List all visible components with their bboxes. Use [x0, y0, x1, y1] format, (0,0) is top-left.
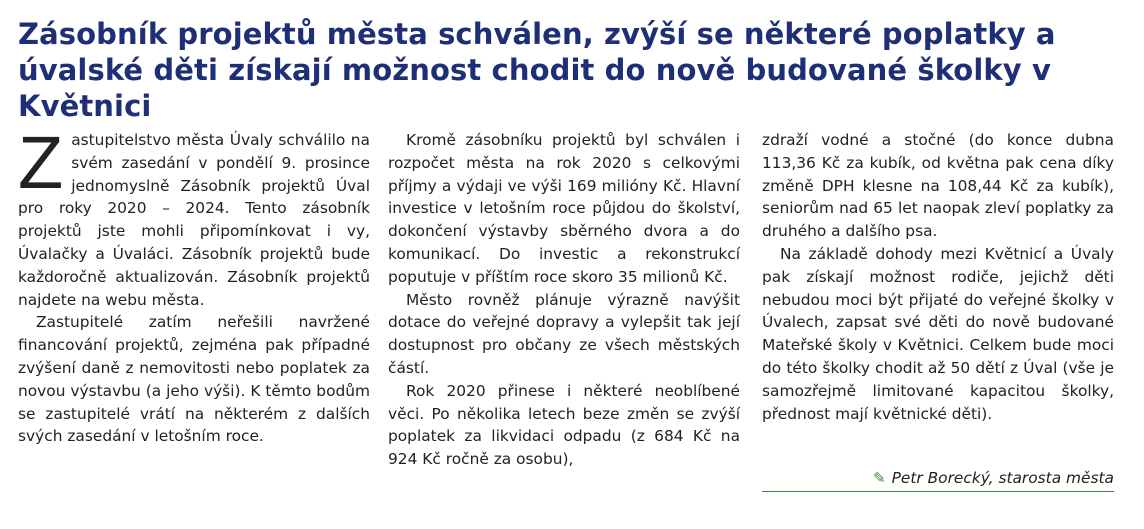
article-column-1 — [18, 121, 370, 448]
paragraph-text: astupitelstvo města Úvaly schválilo na svém zasedání v pondělí 9. prosince jednomyslně Zásobník projektů Úval pro roky 2020 – 2024. Tento zásobník projektů jste mohli připomínkovat i vy, Úvalačky a Úvaláci. Zásobník projektů bude každoročně aktualizován. Zásobník projektů najdete na webu města. — [18, 131, 370, 309]
drop-cap: Z — [18, 121, 64, 204]
article-column-2 — [388, 129, 740, 471]
signature-text: Petr Borecký, starosta města — [891, 469, 1114, 487]
paragraph: zdraží vodné a stočné (do konce dubna 113,36 Kč za kubík, od května pak cena díky změně DPH klesne na 108,44 Kč za kubík), seniorům nad 65 let naopak zleví poplatky za druhého a dalšího psa. — [762, 131, 1114, 241]
paragraph: Na základě dohody mezi Květnicí a Úvaly pak získají možnost rodiče, jejichž děti nebudou moci být přijaté do veřejné školky v Úvalech, zapsat své děti do nově budované Mateřské školy v Květnici. Celkem bude moci do této školky chodit až 50 dětí z Úval (vše je samozřejmě limitované kapacitou školky, přednost mají květnické děti). — [762, 244, 1114, 423]
paragraph: Rok 2020 přinese i některé neoblíbené věci. Po několika letech beze změn se zvýší poplatek za likvidaci odpadu (z 684 Kč na 924 Kč ročně za osobu), — [388, 381, 740, 469]
paragraph: Kromě zásobníku projektů byl schválen i rozpočet města na rok 2020 s celkovými příjmy a výdaji ve výši 169 milióny Kč. Hlavní investice v letošním roce půjdou do školství, dokončení výstavby sběrného dvora a do komunikací. Do investic a rekonstrukcí poputuje v příštím roce skoro 35 milionů Kč. — [388, 131, 740, 286]
paragraph — [18, 121, 370, 311]
paragraph: Zastupitelé zatím neřešili navržené financování projektů, zejména pak případné zvýšení daně z nemovitosti nebo poplatek za novou výstavbu (a jeho výši). K těmto bodům se zastupitelé vrátí na některém z dalších svých zasedání v letošním roce. — [18, 313, 370, 446]
author-signature — [762, 467, 1114, 492]
paragraph: Město rovněž plánuje výrazně navýšit dotace do veřejné dopravy a vylepšit tak její dostupnost pro občany ze všech městských částí. — [388, 290, 740, 377]
article-column-3 — [762, 129, 1114, 425]
pen-icon: ✎ — [873, 469, 886, 487]
article-headline: Zásobník projektů města schválen, zvýší se některé poplatky a úvalské děti získají možnost chodit do nově budované školky v Květnici — [18, 17, 1056, 123]
